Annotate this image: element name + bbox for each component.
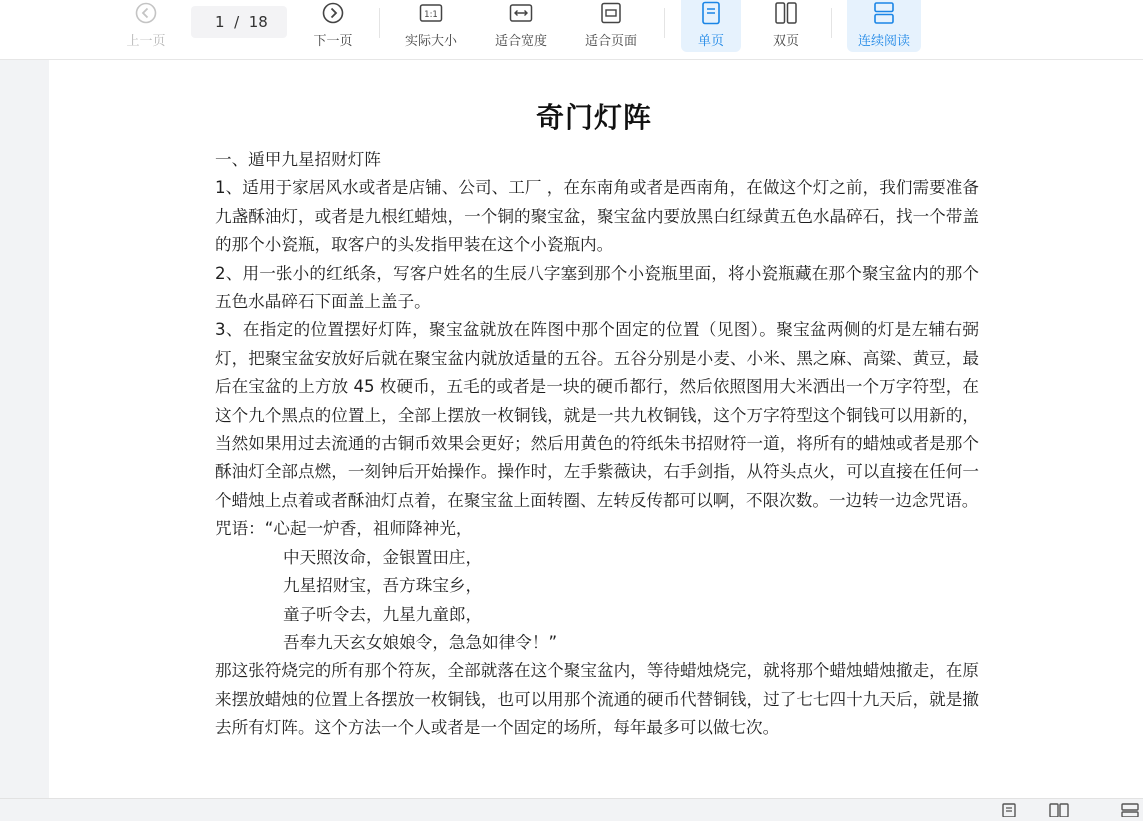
next-page-label: 下一页 [313, 34, 353, 49]
document-page [49, 60, 1143, 798]
document-body [215, 146, 979, 743]
page-current: 1 [215, 13, 225, 31]
verse-line: 吾奉九天玄女娘娘令，急急如律令！” [283, 632, 558, 652]
fit-width-icon [508, 0, 534, 26]
next-page-button[interactable] [307, 0, 359, 52]
single-page-button[interactable] [681, 0, 741, 52]
prev-page-button[interactable] [120, 0, 172, 52]
actual-size-icon [418, 0, 444, 26]
paragraph: 一、遁甲九星招财灯阵 [215, 150, 381, 169]
chevron-left-circle-icon [133, 0, 159, 26]
continuous-reading-label: 连续阅读 [857, 34, 910, 49]
paragraph: 3、在指定的位置摆好灯阵，聚宝盆就放在阵图中那个固定的位置（见图）。聚宝盆两侧的灯是左辅右弼灯，把聚宝盆安放好后就在聚宝盆内就放适量的五谷。五谷分别是小麦、小米、黑之麻、高粱、黄豆，最后在宝盆的上方放 45 枚硬币，五毛的或者是一块的硬币都行，然后依照图用大米洒出一个万字符型，在这个九个黑点的位置上，全部上摆放一枚铜钱，就是一共九枚铜钱，这个万字符型这个铜钱可以用新的，当然如果用过去流通的古铜币效果会更好；然后用黄色的符纸朱书招财符一道，将所有的蜡烛或者是那个酥油灯全部点燃，一刻钟后开始操作。操作时，左手紫薇诀，右手剑指，从符头点火，可以直接在任何一个蜡烛上点着或者酥油灯点着，在聚宝盆上面转圈、左转反传都可以啊，不限次数。一边转一边念咒语。 [215, 320, 979, 510]
verse-line: 中天照汝命，金银置田庄， [283, 547, 483, 567]
status-bar [0, 798, 1143, 817]
paragraph: 2、用一张小的红纸条，写客户姓名的生辰八字塞到那个小瓷瓶里面，将小瓷瓶藏在那个聚宝盆内的那个五色水晶碎石下面盖上盖子。 [215, 263, 979, 312]
paragraph: 那这张符烧完的所有那个符灰，全部就落在这个聚宝盆内，等待蜡烛烧完，就将那个蜡烛蜡烛撤走，在原来摆放蜡烛的位置上各摆放一枚铜钱，也可以用那个流通的硬币代替铜钱，过了七七四十九天后，就是撤去所有灯阵。这个方法一个人或者是一个固定的场所，每年最多可以做七次。 [215, 661, 979, 738]
paragraph: 咒语：“心起一炉香，祖师降神光， [215, 519, 473, 539]
single-page-label: 单页 [697, 34, 724, 49]
continuous-reading-icon [871, 0, 897, 26]
page-number-input[interactable] [191, 6, 287, 38]
page-separator: / [224, 13, 249, 31]
viewer-toolbar [0, 0, 1143, 60]
verse-line: 童子听令去，九星九童郎， [283, 604, 483, 624]
double-page-mode-icon[interactable] [1049, 802, 1069, 816]
paragraph: 1、适用于家居风水或者是店铺、公司、工厂 ，在东南角或者是西南角，在做这个灯之前，我们需要准备九盏酥油灯，或者是九根红蜡烛，一个铜的聚宝盆，聚宝盆内要放黑白红绿黄五色水晶碎石，找一个带盖的那个小瓷瓶，取客户的头发指甲装在这个小瓷瓶内。 [215, 178, 979, 255]
single-page-mode-icon[interactable] [1000, 802, 1020, 816]
document-title: 奇门灯阵 [535, 101, 652, 134]
single-page-icon [698, 0, 724, 26]
toolbar-divider [664, 8, 665, 38]
fit-page-icon [598, 0, 624, 26]
double-page-button[interactable] [756, 0, 816, 52]
prev-page-label: 上一页 [126, 34, 166, 49]
toolbar-divider [831, 8, 832, 38]
actual-size-label: 实际大小 [404, 34, 457, 49]
chevron-right-circle-icon [320, 0, 346, 26]
actual-size-glyph: 1:1 [424, 10, 438, 20]
fit-width-button[interactable] [488, 0, 554, 52]
double-page-label: 双页 [772, 34, 799, 49]
toolbar-divider [379, 8, 380, 38]
double-page-icon [773, 0, 799, 26]
continuous-mode-icon[interactable] [1120, 802, 1140, 816]
page-total: 18 [248, 13, 268, 31]
fit-width-label: 适合宽度 [494, 34, 547, 49]
fit-page-button[interactable] [578, 0, 644, 52]
fit-page-label: 适合页面 [584, 34, 637, 49]
actual-size-button[interactable] [398, 0, 464, 52]
verse-line: 九星招财宝，吾方珠宝乡， [283, 576, 483, 596]
continuous-reading-button[interactable] [847, 0, 921, 52]
